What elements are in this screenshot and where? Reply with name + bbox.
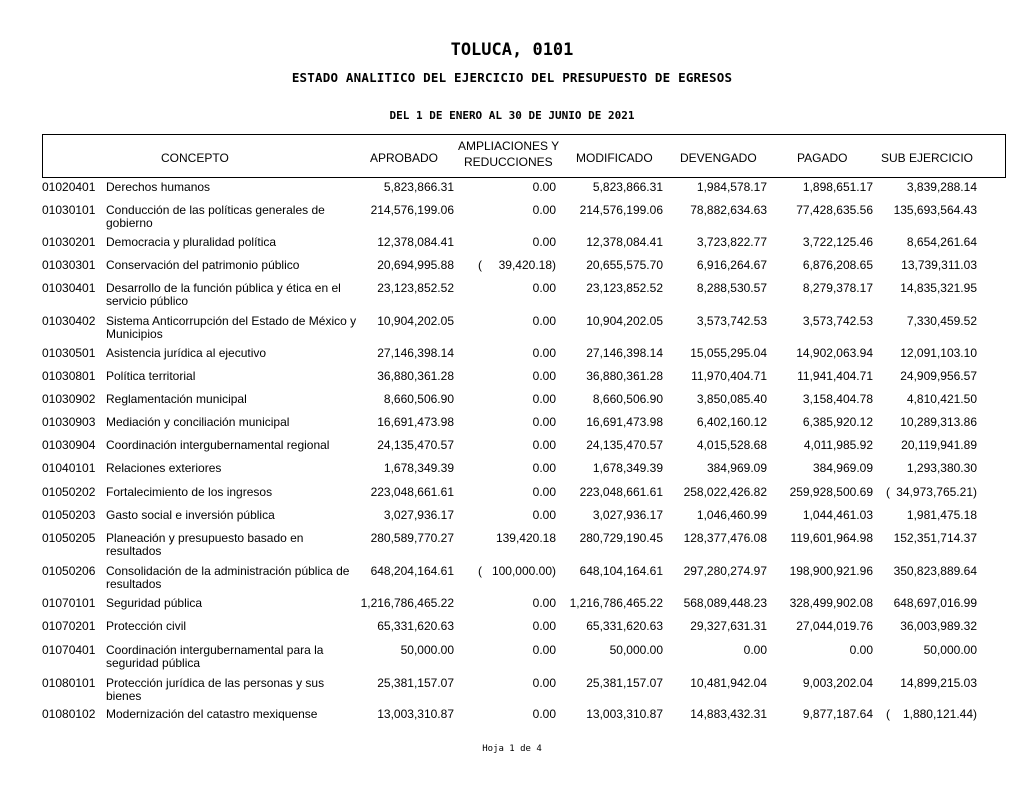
row-subejercicio: 14,835,321.95: [900, 281, 977, 295]
row-code: 01030402: [42, 314, 96, 328]
row-devengado: 78,882,634.63: [690, 203, 767, 217]
row-aprobado: 12,378,084.41: [377, 235, 454, 249]
row-code: 01050203: [42, 508, 96, 522]
row-modificado: 20,655,575.70: [586, 258, 663, 272]
row-aprobado: 50,000.00: [400, 643, 454, 657]
row-ampliaciones: 0.00: [532, 369, 556, 383]
page-footer: Hoja 1 de 4: [482, 744, 542, 754]
row-aprobado: 8,660,506.90: [383, 392, 454, 406]
row-code: 01050205: [42, 531, 96, 545]
row-aprobado: 214,576,199.06: [370, 203, 454, 217]
row-subejercicio: 34,973,765.21): [896, 485, 977, 499]
row-code: 01030903: [42, 415, 96, 429]
row-aprobado: 27,146,398.14: [377, 346, 454, 360]
row-pagado: 4,011,985.92: [803, 438, 873, 452]
row-devengado: 128,377,476.08: [683, 531, 767, 545]
row-ampliaciones: 0.00: [532, 438, 556, 452]
row-concept: Coordinación intergubernamental regional: [106, 438, 330, 452]
row-pagado: 14,902,063.94: [796, 346, 873, 360]
row-concept: Mediación y conciliación municipal: [106, 415, 290, 429]
row-subejercicio: 24,909,956.57: [900, 369, 977, 383]
row-modificado: 65,331,620.63: [586, 619, 663, 633]
row-modificado: 27,146,398.14: [586, 346, 663, 360]
row-modificado: 25,381,157.07: [586, 676, 663, 690]
row-modificado: 280,729,190.45: [579, 531, 663, 545]
row-concept: Protección civil: [106, 619, 187, 633]
row-aprobado: 1,216,786,465.22: [360, 596, 454, 610]
row-ampliaciones: 39,420.18): [498, 258, 556, 272]
row-ampliaciones: 0.00: [532, 235, 556, 249]
row-subejercicio: 1,880,121.44): [902, 707, 977, 721]
row-ampliaciones: 0.00: [532, 180, 556, 194]
row-devengado: 3,723,822.77: [696, 235, 767, 249]
row-aprobado: 16,691,473.98: [377, 415, 454, 429]
row-modificado: 648,104,164.61: [579, 564, 663, 578]
row-concept: Modernización del catastro mexiquense: [106, 707, 318, 721]
table-header: [42, 134, 1006, 178]
row-devengado: 6,916,264.67: [696, 258, 767, 272]
row-aprobado: 1,678,349.39: [383, 461, 454, 475]
row-modificado: 16,691,473.98: [586, 415, 663, 429]
row-code: 01080101: [42, 676, 96, 690]
header-subejercicio: SUB EJERCICIO: [881, 151, 974, 165]
report-subtitle: ESTADO ANALITICO DEL EJERCICIO DEL PRESUPUESTO DE EGRESOS: [291, 70, 733, 85]
row-modificado: 5,823,866.31: [592, 180, 663, 194]
row-aprobado: 36,880,361.28: [377, 369, 454, 383]
row-concept: Planeación y presupuesto basado en resultados: [106, 531, 304, 558]
row-concept: Sistema Anticorrupción del Estado de México y Municipios: [106, 314, 357, 341]
row-aprobado: 23,123,852.52: [377, 281, 454, 295]
row-devengado: 0.00: [743, 643, 767, 657]
row-modificado: 24,135,470.57: [586, 438, 663, 452]
row-code: 01030401: [42, 281, 96, 295]
row-ampliaciones: 0.00: [532, 596, 556, 610]
row-pagado: 11,941,404.71: [797, 369, 873, 383]
row-code: 01040101: [42, 461, 96, 475]
row-aprobado: 223,048,661.61: [370, 485, 454, 499]
row-code: 01070201: [42, 619, 96, 633]
row-modificado: 214,576,199.06: [579, 203, 663, 217]
row-aprobado: 25,381,157.07: [377, 676, 454, 690]
row-modificado: 10,904,202.05: [586, 314, 663, 328]
row-devengado: 1,046,460.99: [696, 508, 767, 522]
row-modificado: 223,048,661.61: [579, 485, 663, 499]
row-aprobado: 648,204,164.61: [370, 564, 454, 578]
row-code: 01080102: [42, 707, 96, 721]
row-ampliaciones: 0.00: [532, 707, 556, 721]
row-subejercicio: 14,899,215.03: [900, 676, 977, 690]
report-title: TOLUCA, 0101: [450, 40, 574, 60]
row-concept: Derechos humanos: [106, 180, 211, 194]
row-devengado: 6,402,160.12: [696, 415, 767, 429]
row-subejercicio: 648,697,016.99: [893, 596, 977, 610]
row-devengado: 297,280,274.97: [683, 564, 767, 578]
row-pagado: 3,158,404.78: [802, 392, 873, 406]
row-pagado: 0.00: [849, 643, 873, 657]
row-code: 01050202: [42, 485, 96, 499]
row-pagado: 9,877,187.64: [802, 707, 873, 721]
row-devengado: 15,055,295.04: [690, 346, 767, 360]
row-concept: Protección jurídica de las personas y sus bienes: [106, 676, 325, 703]
row-pagado: 9,003,202.04: [802, 676, 873, 690]
row-code: 01030301: [42, 258, 96, 272]
row-devengado: 8,288,530.57: [696, 281, 767, 295]
row-concept: Desarrollo de la función pública y ética en el servicio público: [106, 281, 341, 308]
row-amp-paren: (: [478, 564, 482, 578]
header-devengado: DEVENGADO: [680, 151, 757, 165]
row-code: 01070401: [42, 643, 96, 657]
row-pagado: 1,044,461.03: [802, 508, 873, 522]
row-modificado: 1,678,349.39: [592, 461, 663, 475]
row-pagado: 8,279,378.17: [802, 281, 873, 295]
header-pagado: PAGADO: [797, 151, 848, 165]
row-concept: Conducción de las políticas generales de gobierno: [106, 203, 325, 230]
row-aprobado: 5,823,866.31: [383, 180, 454, 194]
row-code: 01050206: [42, 564, 96, 578]
row-subejercicio: 13,739,311.03: [901, 258, 977, 272]
row-subejercicio: 1,293,380.30: [906, 461, 977, 475]
row-modificado: 8,660,506.90: [592, 392, 663, 406]
row-aprobado: 13,003,310.87: [377, 707, 454, 721]
row-devengado: 258,022,426.82: [683, 485, 767, 499]
row-aprobado: 20,694,995.88: [377, 258, 454, 272]
row-code: 01030201: [42, 235, 96, 249]
row-pagado: 384,969.09: [812, 461, 873, 475]
row-concept: Consolidación de la administración pública de resultados: [106, 564, 350, 591]
row-devengado: 11,970,404.71: [691, 369, 767, 383]
row-subejercicio: 20,119,941.89: [901, 438, 977, 452]
row-devengado: 10,481,942.04: [690, 676, 767, 690]
row-ampliaciones: 0.00: [532, 346, 556, 360]
row-ampliaciones: 0.00: [532, 485, 556, 499]
row-subejercicio: 152,351,714.37: [893, 531, 977, 545]
row-aprobado: 10,904,202.05: [377, 314, 454, 328]
row-code: 01030501: [42, 346, 96, 360]
row-pagado: 1,898,651.17: [802, 180, 873, 194]
row-pagado: 3,722,125.46: [802, 235, 873, 249]
row-subejercicio: 7,330,459.52: [906, 314, 977, 328]
row-devengado: 384,969.09: [706, 461, 767, 475]
row-devengado: 29,327,631.31: [690, 619, 767, 633]
row-subejercicio: 4,810,421.50: [906, 392, 977, 406]
row-subejercicio: 1,981,475.18: [906, 508, 977, 522]
row-modificado: 12,378,084.41: [586, 235, 663, 249]
report-period: DEL 1 DE ENERO AL 30 DE JUNIO DE 2021: [389, 109, 635, 122]
row-devengado: 1,984,578.17: [696, 180, 767, 194]
row-code: 01020401: [42, 180, 96, 194]
row-code: 01030904: [42, 438, 96, 452]
row-ampliaciones: 0.00: [532, 461, 556, 475]
row-devengado: 14,883,432.31: [690, 707, 767, 721]
row-aprobado: 3,027,936.17: [383, 508, 454, 522]
row-pagado: 328,499,902.08: [789, 596, 873, 610]
row-devengado: 568,089,448.23: [683, 596, 767, 610]
row-concept: Relaciones exteriores: [106, 461, 222, 475]
row-pagado: 3,573,742.53: [802, 314, 873, 328]
row-devengado: 4,015,528.68: [696, 438, 767, 452]
row-ampliaciones: 100,000.00): [491, 564, 556, 578]
row-code: 01070101: [42, 596, 96, 610]
row-subejercicio: 50,000.00: [923, 643, 977, 657]
row-concept: Gasto social e inversión pública: [106, 508, 275, 522]
row-subejercicio: 350,823,889.64: [893, 564, 977, 578]
row-modificado: 3,027,936.17: [592, 508, 663, 522]
row-devengado: 3,573,742.53: [696, 314, 767, 328]
row-concept: Fortalecimiento de los ingresos: [106, 485, 273, 499]
row-pagado: 77,428,635.56: [796, 203, 873, 217]
row-pagado: 6,876,208.65: [802, 258, 873, 272]
row-ampliaciones: 0.00: [532, 203, 556, 217]
row-aprobado: 280,589,770.27: [370, 531, 454, 545]
row-ampliaciones: 0.00: [532, 281, 556, 295]
row-ampliaciones: 0.00: [532, 508, 556, 522]
row-code: 01030801: [42, 369, 96, 383]
row-subejercicio: 8,654,261.64: [906, 235, 977, 249]
row-ampliaciones: 139,420.18: [495, 531, 556, 545]
row-ampliaciones: 0.00: [532, 619, 556, 633]
header-concepto: CONCEPTO: [161, 151, 229, 165]
row-concept: Coordinación intergubernamental para la seguridad pública: [106, 643, 324, 670]
row-ampliaciones: 0.00: [532, 392, 556, 406]
row-ampliaciones: 0.00: [532, 314, 556, 328]
row-subejercicio: 10,289,313.86: [900, 415, 977, 429]
row-subejercicio: 3,839,288.14: [906, 180, 977, 194]
row-aprobado: 24,135,470.57: [377, 438, 454, 452]
row-pagado: 119,601,964.98: [790, 531, 873, 545]
header-modificado: MODIFICADO: [576, 151, 653, 165]
header-reducciones: REDUCCIONES: [464, 155, 553, 169]
row-subejercicio: 12,091,103.10: [900, 346, 977, 360]
row-concept: Asistencia jurídica al ejecutivo: [106, 346, 267, 360]
row-concept: Democracia y pluralidad política: [106, 235, 277, 249]
row-modificado: 50,000.00: [609, 643, 663, 657]
row-concept: Política territorial: [106, 369, 196, 383]
row-code: 01030101: [42, 203, 96, 217]
header-aprobado: APROBADO: [370, 151, 439, 165]
header-ampliaciones: AMPLIACIONES Y: [458, 139, 560, 153]
row-modificado: 23,123,852.52: [586, 281, 663, 295]
row-aprobado: 65,331,620.63: [377, 619, 454, 633]
row-subejercicio: 135,693,564.43: [893, 203, 977, 217]
row-code: 01030902: [42, 392, 96, 406]
row-modificado: 36,880,361.28: [586, 369, 663, 383]
row-sub-paren: (: [886, 485, 890, 499]
row-devengado: 3,850,085.40: [696, 392, 767, 406]
row-concept: Seguridad pública: [106, 596, 203, 610]
row-ampliaciones: 0.00: [532, 643, 556, 657]
row-concept: Reglamentación municipal: [106, 392, 247, 406]
row-amp-paren: (: [478, 258, 482, 272]
row-sub-paren: (: [886, 707, 890, 721]
row-pagado: 259,928,500.69: [789, 485, 873, 499]
row-pagado: 198,900,921.96: [789, 564, 873, 578]
row-subejercicio: 36,003,989.32: [900, 619, 977, 633]
row-concept: Conservación del patrimonio público: [106, 258, 300, 272]
row-pagado: 6,385,920.12: [802, 415, 873, 429]
row-pagado: 27,044,019.76: [796, 619, 873, 633]
row-modificado: 1,216,786,465.22: [569, 596, 663, 610]
row-ampliaciones: 0.00: [532, 676, 556, 690]
row-ampliaciones: 0.00: [532, 415, 556, 429]
row-modificado: 13,003,310.87: [586, 707, 663, 721]
